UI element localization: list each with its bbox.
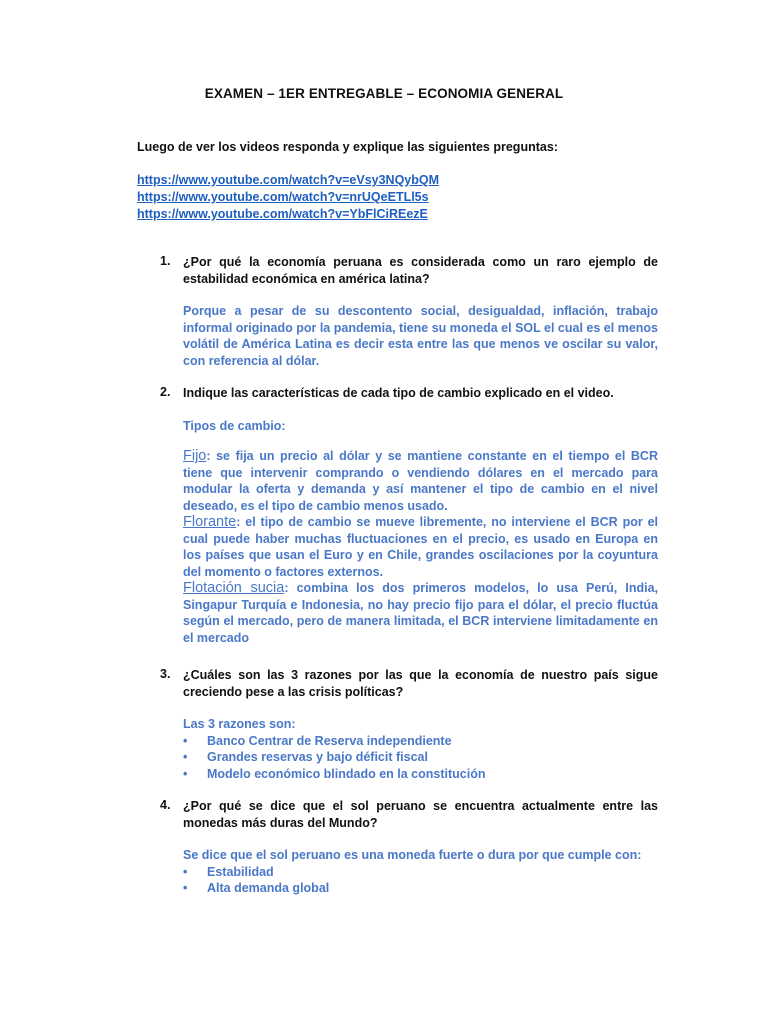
video-links (137, 172, 439, 223)
instructions: Luego de ver los videos responda y explique las siguientes preguntas: (137, 140, 558, 154)
term-label: Florante (183, 514, 237, 530)
list-item: • Alta demanda global (183, 881, 330, 895)
term-description: : el tipo de cambio se mueve libremente, no interviene el BCR por el cual puede haber muchas fluctuaciones en el precio, es usado en Europa en los países que usan el Euro y en Chile, grandes oscilaciones por la coyuntura del momento o factores externos. (183, 515, 658, 579)
question-text: ¿Por qué la economía peruana es considerada como un raro ejemplo de estabilidad económica en américa latina? (183, 255, 658, 286)
question-text: ¿Cuáles son las 3 razones por las que la economía de nuestro país sigue creciendo pese a las crisis políticas? (183, 668, 658, 699)
term-label: Fijo (183, 448, 207, 464)
bullet-list (183, 733, 658, 783)
bullet-icon: • (183, 733, 188, 748)
answer-text: Porque a pesar de su descontento social, desigualdad, inflación, trabajo informal originado por la pandemia, tiene su moneda el SOL el cual es el menos volátil de América Latina es decir esta entre las que menos ve oscilar su valor, con referencia al dólar. (183, 304, 658, 368)
answer-intro: Las 3 razones son: (183, 717, 296, 731)
question-number: 1. (160, 254, 171, 268)
list-item: • Banco Centrar de Reserva independiente (183, 733, 452, 748)
answer-intro: Tipos de cambio: (183, 418, 286, 433)
list-item: • Estabilidad (183, 864, 274, 879)
bullet-icon: • (183, 881, 188, 895)
question-2 (160, 385, 658, 646)
answer-intro: Se dice que el sol peruano es una moneda fuerte o dura por que cumple con: (183, 848, 642, 862)
question-3 (160, 667, 658, 782)
bullet-list (183, 864, 658, 897)
list-item: • Grandes reservas y bajo déficit fiscal (183, 750, 428, 764)
exchange-type-flotacion-sucia (183, 580, 658, 646)
bullet-icon: • (183, 750, 188, 764)
question-1 (160, 254, 658, 369)
question-text: Indique las características de cada tipo de cambio explicado en el video. (183, 386, 614, 400)
list-item: • Modelo económico blindado en la constitución (183, 766, 486, 781)
video-link-2[interactable]: https://www.youtube.com/watch?v=nrUQeETLl5s (137, 190, 429, 204)
bullet-icon: • (183, 864, 188, 879)
question-text: ¿Por qué se dice que el sol peruano se encuentra actualmente entre las monedas más duras del Mundo? (183, 799, 658, 830)
exchange-type-florante (183, 514, 658, 580)
term-label: Flotación sucia (183, 580, 285, 596)
bullet-icon: • (183, 766, 188, 781)
page-title: EXAMEN – 1ER ENTREGABLE – ECONOMIA GENERAL (204, 86, 564, 101)
question-number: 4. (160, 798, 171, 812)
term-description: : se fija un precio al dólar y se mantiene constante en el tiempo el BCR tiene que intervenir comprando o vendiendo dólares en el mercado para modular la oferta y demanda y así mantener el tipo de cambio en el nivel deseado, es el tipo de cambio menos usado. (183, 449, 658, 513)
video-link-3[interactable]: https://www.youtube.com/watch?v=YbFlCiREezE (137, 207, 428, 221)
question-number: 2. (160, 385, 171, 399)
question-4 (160, 798, 658, 897)
exchange-type-fijo (183, 448, 658, 514)
video-link-1[interactable]: https://www.youtube.com/watch?v=eVsy3NQybQM (137, 173, 440, 187)
term-description: : combina los dos primeros modelos, lo usa Perú, India, Singapur Turquía e Indonesia, no hay precio fijo para el dólar, el precio fluctúa según el mercado, pero de manera limitada, el BCR interviene limitadamente en el mercado (183, 581, 658, 645)
question-number: 3. (160, 667, 171, 681)
